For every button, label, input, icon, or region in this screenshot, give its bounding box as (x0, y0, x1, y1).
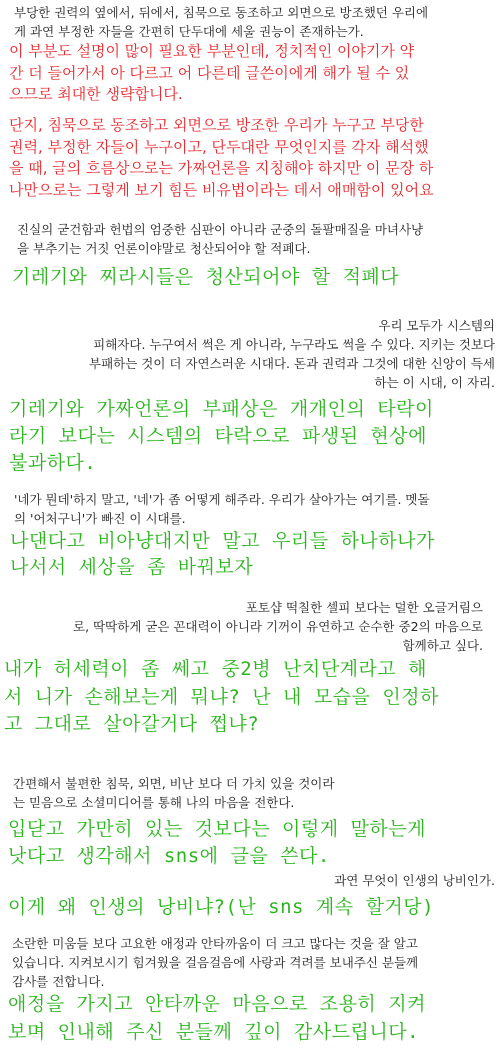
source-paragraph-2: 진실의 굳건함과 헌법의 엄중한 심판이 아니라 군중의 돌팔매질을 마녀사냥 을 부추기는 거짓 언론이야말로 청산되어야 할 적폐다. (17, 222, 424, 256)
source-paragraph-4: '네가 뭔데'하지 말고, '네'가 좀 어떻게 해주라. 우리가 살아가는 여기를. 멧돌 의 '어처구니'가 빠진 이 시대를. (14, 492, 430, 526)
response-paragraph-5: 입닫고 가만히 있는 것보다는 이렇게 말하는게 낫다고 생각해서 sns에 글을 쓴다. (8, 818, 426, 867)
source-paragraph-1: 부당한 권력의 옆에서, 뒤에서, 침묵으로 동조하고 외면으로 방조했던 우리에 게 과연 부정한 자들을 간편히 단두대에 세울 권능이 존재하는가. (14, 5, 429, 39)
source-paragraph-6: 간편해서 불편한 침묵, 외면, 비난 보다 더 가치 있을 것이라 는 믿음으로 소셜미디어를 통해 나의 마음을 전한다. (13, 776, 335, 810)
comment-paragraph-1: 이 부분도 설명이 많이 필요한 부분인데, 정치적인 이야기가 약 간 더 들어가서 아 다르고 어 다른데 글쓴이에게 해가 될 수 있 으므로 최대한 생략합니다. (9, 42, 415, 103)
source-paragraph-3: 우리 모두가 시스템의 피해자다. 누구여서 썩은 게 아니라, 누구라도 썩을 수 있다. 지키는 것보다 부패하는 것이 더 자연스러운 시대다. 돈과 권력과 그것에 대한 신앙이 득세 하는 이 시대, 이 자리. (89, 318, 495, 390)
comment-paragraph-2: 단지, 침묵으로 동조하고 외면으로 방조한 우리가 누구고 부당한 권력, 부정한 자들이 누구이고, 단두대란 무엇인지를 각자 해석했 을 때, 글의 흐름상으로는 가짜언론을 지칭해야 하지만 이 문장 하 나만으로는 그렇게 보기 힘든 비유법이라는 데서 애매함이 있어요 (9, 116, 434, 199)
response-paragraph-6: 이게 왜 인생의 낭비냐?(난 sns 계속 할거당) (8, 896, 435, 918)
response-paragraph-7: 애정을 가지고 안타까운 마음으로 조용히 지켜 보며 인내해 주신 분들께 깊이 감사드립니다. (8, 993, 426, 1043)
response-paragraph-3: 나댄다고 비아냥대지만 말고 우리들 하나하나가 나서서 세상을 좀 바꿔보자 (10, 530, 435, 578)
response-paragraph-1: 기레기와 찌라시들은 청산되어야 할 적폐다 (12, 266, 400, 288)
response-paragraph-4: 내가 허세력이 좀 쎄고 중2병 난치단계라고 해 서 니가 손해보는게 뭐냐? 난 내 모습을 인정하 고 그대로 살아갈거다 쩝냐? (4, 658, 439, 735)
source-paragraph-8: 소란한 미움들 보다 고요한 애정과 안타까움이 더 크고 많다는 것을 잘 알고 있습니다. 지켜보시기 힘겨웠을 걸음걸음에 사랑과 격려를 보내주신 분들께 감사를 전합니다. (12, 936, 419, 989)
source-paragraph-7: 과연 무엇이 인생의 낭비인가. (334, 873, 495, 888)
response-paragraph-2: 기레기와 가짜언론의 부패상은 개개인의 타락이 라기 보다는 시스템의 타락으로 파생된 현상에 불과하다. (9, 398, 434, 474)
source-paragraph-5: 포토샵 떡칠한 셀피 보다는 덜한 오글거림으 로, 딱딱하게 굳은 꼰대력이 아니라 기꺼이 유연하고 순수한 중2의 마음으로 함께하고 싶다. (73, 600, 483, 653)
